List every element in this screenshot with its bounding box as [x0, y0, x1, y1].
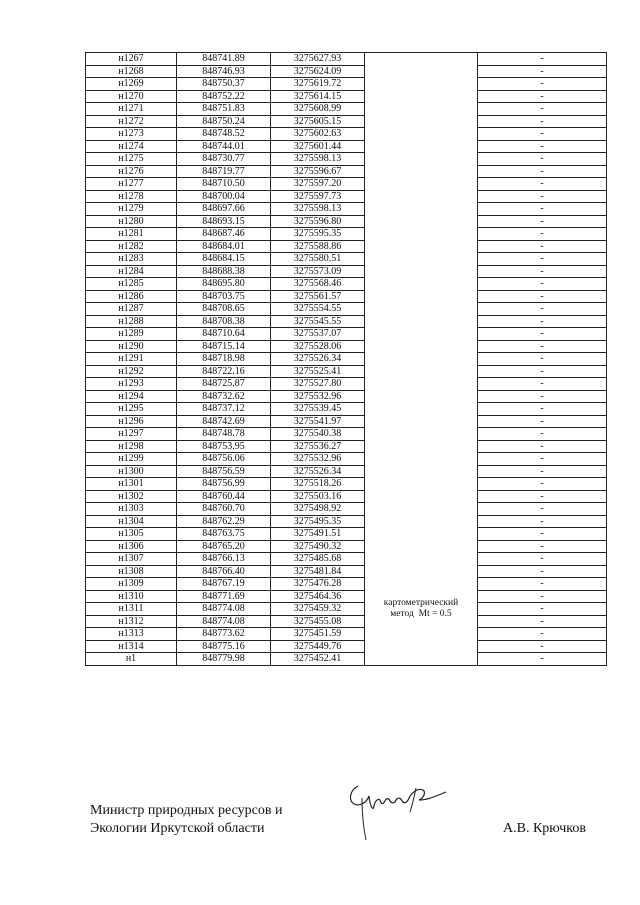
x-coordinate-cell: 848773.62: [177, 628, 271, 641]
y-coordinate-cell: 3275573.09: [271, 265, 365, 278]
point-cell: н1286: [86, 290, 177, 303]
accuracy-cell: -: [478, 153, 607, 166]
x-coordinate-cell: 848700.04: [177, 190, 271, 203]
accuracy-cell: -: [478, 490, 607, 503]
point-cell: н1303: [86, 503, 177, 516]
point-cell: н1274: [86, 140, 177, 153]
table-row: [86, 365, 607, 378]
x-coordinate-cell: 848708.38: [177, 315, 271, 328]
x-coordinate-cell: 848779.98: [177, 653, 271, 666]
point-cell: н1285: [86, 278, 177, 291]
point-cell: н1269: [86, 78, 177, 91]
y-coordinate-cell: 3275532.96: [271, 453, 365, 466]
y-coordinate-cell: 3275539.45: [271, 403, 365, 416]
x-coordinate-cell: 848688.38: [177, 265, 271, 278]
table-row: [86, 565, 607, 578]
x-coordinate-cell: 848760.44: [177, 490, 271, 503]
x-coordinate-cell: 848752.22: [177, 90, 271, 103]
table-row: [86, 265, 607, 278]
position-line-1: Министр природных ресурсов и: [90, 803, 283, 818]
y-coordinate-cell: 3275541.97: [271, 415, 365, 428]
accuracy-cell: -: [478, 53, 607, 66]
y-coordinate-cell: 3275526.34: [271, 465, 365, 478]
x-coordinate-cell: 848774.08: [177, 615, 271, 628]
point-cell: н1314: [86, 640, 177, 653]
x-coordinate-cell: 848719.77: [177, 165, 271, 178]
point-cell: н1281: [86, 228, 177, 241]
accuracy-cell: -: [478, 428, 607, 441]
accuracy-cell: -: [478, 140, 607, 153]
accuracy-cell: -: [478, 365, 607, 378]
x-coordinate-cell: 848710.50: [177, 178, 271, 191]
accuracy-cell: -: [478, 65, 607, 78]
x-coordinate-cell: 848710.64: [177, 328, 271, 341]
y-coordinate-cell: 3275518.26: [271, 478, 365, 491]
accuracy-cell: -: [478, 515, 607, 528]
table-row: [86, 353, 607, 366]
y-coordinate-cell: 3275568.46: [271, 278, 365, 291]
coordinates-table: [85, 52, 607, 666]
point-cell: н1309: [86, 578, 177, 591]
table-row: [86, 415, 607, 428]
point-cell: н1304: [86, 515, 177, 528]
y-coordinate-cell: 3275588.86: [271, 240, 365, 253]
y-coordinate-cell: 3275595.35: [271, 228, 365, 241]
y-coordinate-cell: 3275455.08: [271, 615, 365, 628]
x-coordinate-cell: 848744.01: [177, 140, 271, 153]
point-cell: н1287: [86, 303, 177, 316]
point-cell: н1300: [86, 465, 177, 478]
x-coordinate-cell: 848771.69: [177, 590, 271, 603]
table-row: [86, 328, 607, 341]
table-row: [86, 378, 607, 391]
point-cell: н1308: [86, 565, 177, 578]
point-cell: н1288: [86, 315, 177, 328]
point-cell: н1307: [86, 553, 177, 566]
y-coordinate-cell: 3275554.55: [271, 303, 365, 316]
y-coordinate-cell: 3275605.15: [271, 115, 365, 128]
table-row: [86, 390, 607, 403]
signatory-name: А.В. Крючков: [503, 821, 586, 836]
y-coordinate-cell: 3275602.63: [271, 128, 365, 141]
table-row: [86, 515, 607, 528]
point-cell: н1272: [86, 115, 177, 128]
table-row: [86, 490, 607, 503]
x-coordinate-cell: 848748.78: [177, 428, 271, 441]
point-cell: н1291: [86, 353, 177, 366]
point-cell: н1312: [86, 615, 177, 628]
y-coordinate-cell: 3275498.92: [271, 503, 365, 516]
y-coordinate-cell: 3275619.72: [271, 78, 365, 91]
accuracy-cell: -: [478, 528, 607, 541]
x-coordinate-cell: 848718.98: [177, 353, 271, 366]
point-cell: н1298: [86, 440, 177, 453]
accuracy-cell: -: [478, 628, 607, 641]
x-coordinate-cell: 848732.62: [177, 390, 271, 403]
table-row: [86, 253, 607, 266]
point-cell: н1284: [86, 265, 177, 278]
table-row: [86, 178, 607, 191]
point-cell: н1294: [86, 390, 177, 403]
x-coordinate-cell: 848684.15: [177, 253, 271, 266]
y-coordinate-cell: 3275532.96: [271, 390, 365, 403]
table-row: [86, 465, 607, 478]
accuracy-cell: -: [478, 465, 607, 478]
x-coordinate-cell: 848765.20: [177, 540, 271, 553]
accuracy-cell: -: [478, 278, 607, 291]
table-row: [86, 65, 607, 78]
accuracy-cell: -: [478, 640, 607, 653]
x-coordinate-cell: 848748.52: [177, 128, 271, 141]
accuracy-cell: -: [478, 265, 607, 278]
signatory-position: [90, 802, 282, 838]
point-cell: н1277: [86, 178, 177, 191]
method-cell: [365, 53, 478, 666]
x-coordinate-cell: 848737.12: [177, 403, 271, 416]
table-row: [86, 128, 607, 141]
y-coordinate-cell: 3275624.09: [271, 65, 365, 78]
point-cell: н1267: [86, 53, 177, 66]
y-coordinate-cell: 3275614.15: [271, 90, 365, 103]
accuracy-cell: -: [478, 590, 607, 603]
x-coordinate-cell: 848695.80: [177, 278, 271, 291]
table-row: [86, 553, 607, 566]
y-coordinate-cell: 3275495.35: [271, 515, 365, 528]
y-coordinate-cell: 3275485.68: [271, 553, 365, 566]
x-coordinate-cell: 848750.24: [177, 115, 271, 128]
point-cell: н1310: [86, 590, 177, 603]
table-row: [86, 115, 607, 128]
x-coordinate-cell: 848697.66: [177, 203, 271, 216]
y-coordinate-cell: 3275491.51: [271, 528, 365, 541]
x-coordinate-cell: 848722.16: [177, 365, 271, 378]
accuracy-cell: -: [478, 315, 607, 328]
x-coordinate-cell: 848730.77: [177, 153, 271, 166]
accuracy-cell: -: [478, 165, 607, 178]
table-row: [86, 78, 607, 91]
accuracy-cell: -: [478, 478, 607, 491]
point-cell: н1293: [86, 378, 177, 391]
accuracy-cell: -: [478, 403, 607, 416]
x-coordinate-cell: 848766.40: [177, 565, 271, 578]
accuracy-cell: -: [478, 328, 607, 341]
accuracy-cell: -: [478, 178, 607, 191]
accuracy-cell: -: [478, 378, 607, 391]
y-coordinate-cell: 3275449.76: [271, 640, 365, 653]
y-coordinate-cell: 3275598.13: [271, 203, 365, 216]
table-row: [86, 503, 607, 516]
table-row: [86, 103, 607, 116]
x-coordinate-cell: 848775.16: [177, 640, 271, 653]
point-cell: н1313: [86, 628, 177, 641]
table-row: [86, 453, 607, 466]
y-coordinate-cell: 3275452.41: [271, 653, 365, 666]
table-row: [86, 578, 607, 591]
y-coordinate-cell: 3275459.32: [271, 603, 365, 616]
y-coordinate-cell: 3275525.41: [271, 365, 365, 378]
y-coordinate-cell: 3275598.13: [271, 153, 365, 166]
x-coordinate-cell: 848725.87: [177, 378, 271, 391]
accuracy-cell: -: [478, 453, 607, 466]
table-row: [86, 215, 607, 228]
x-coordinate-cell: 848741.89: [177, 53, 271, 66]
y-coordinate-cell: 3275528.06: [271, 340, 365, 353]
accuracy-cell: -: [478, 303, 607, 316]
x-coordinate-cell: 848760.70: [177, 503, 271, 516]
y-coordinate-cell: 3275596.80: [271, 215, 365, 228]
accuracy-cell: -: [478, 253, 607, 266]
table-row: [86, 190, 607, 203]
point-cell: н1271: [86, 103, 177, 116]
point-cell: н1306: [86, 540, 177, 553]
table-row: [86, 90, 607, 103]
table-row: [86, 590, 607, 603]
point-cell: н1295: [86, 403, 177, 416]
y-coordinate-cell: 3275490.32: [271, 540, 365, 553]
x-coordinate-cell: 848751.83: [177, 103, 271, 116]
x-coordinate-cell: 848746.93: [177, 65, 271, 78]
table-row: [86, 428, 607, 441]
point-cell: н1302: [86, 490, 177, 503]
accuracy-cell: -: [478, 653, 607, 666]
accuracy-cell: -: [478, 503, 607, 516]
y-coordinate-cell: 3275597.73: [271, 190, 365, 203]
y-coordinate-cell: 3275464.36: [271, 590, 365, 603]
accuracy-cell: -: [478, 340, 607, 353]
y-coordinate-cell: 3275627.93: [271, 53, 365, 66]
table-row: [86, 315, 607, 328]
y-coordinate-cell: 3275597.20: [271, 178, 365, 191]
table-row: [86, 140, 607, 153]
point-cell: н1301: [86, 478, 177, 491]
accuracy-cell: -: [478, 390, 607, 403]
accuracy-cell: -: [478, 415, 607, 428]
y-coordinate-cell: 3275540.38: [271, 428, 365, 441]
method-line-1: картометрический: [383, 597, 459, 608]
table-row: [86, 540, 607, 553]
y-coordinate-cell: 3275481.84: [271, 565, 365, 578]
point-cell: н1276: [86, 165, 177, 178]
x-coordinate-cell: 848756.59: [177, 465, 271, 478]
point-cell: н1290: [86, 340, 177, 353]
table-row: [86, 228, 607, 241]
accuracy-cell: -: [478, 128, 607, 141]
table-row: [86, 615, 607, 628]
table-row: [86, 628, 607, 641]
accuracy-cell: -: [478, 103, 607, 116]
point-cell: н1305: [86, 528, 177, 541]
x-coordinate-cell: 848767.19: [177, 578, 271, 591]
table-row: [86, 640, 607, 653]
accuracy-cell: -: [478, 353, 607, 366]
accuracy-cell: -: [478, 290, 607, 303]
x-coordinate-cell: 848693.15: [177, 215, 271, 228]
y-coordinate-cell: 3275596.67: [271, 165, 365, 178]
table-row: [86, 653, 607, 666]
y-coordinate-cell: 3275536.27: [271, 440, 365, 453]
method-line-2: метод Mt = 0.5: [390, 608, 452, 619]
x-coordinate-cell: 848762.29: [177, 515, 271, 528]
accuracy-cell: -: [478, 615, 607, 628]
y-coordinate-cell: 3275451.59: [271, 628, 365, 641]
accuracy-cell: -: [478, 440, 607, 453]
position-line-2: Экологии Иркутской области: [90, 821, 265, 836]
coordinates-table-body: [86, 53, 607, 666]
y-coordinate-cell: 3275537.07: [271, 328, 365, 341]
x-coordinate-cell: 848766.13: [177, 553, 271, 566]
y-coordinate-cell: 3275608.99: [271, 103, 365, 116]
point-cell: н1283: [86, 253, 177, 266]
x-coordinate-cell: 848753.95: [177, 440, 271, 453]
handwritten-signature: [340, 776, 450, 846]
x-coordinate-cell: 848708.65: [177, 303, 271, 316]
point-cell: н1: [86, 653, 177, 666]
accuracy-cell: -: [478, 90, 607, 103]
y-coordinate-cell: 3275545.55: [271, 315, 365, 328]
point-cell: н1270: [86, 90, 177, 103]
point-cell: н1289: [86, 328, 177, 341]
point-cell: н1299: [86, 453, 177, 466]
point-cell: н1311: [86, 603, 177, 616]
table-row: [86, 153, 607, 166]
table-row: [86, 53, 607, 66]
x-coordinate-cell: 848763.75: [177, 528, 271, 541]
x-coordinate-cell: 848756.06: [177, 453, 271, 466]
point-cell: н1278: [86, 190, 177, 203]
x-coordinate-cell: 848684.01: [177, 240, 271, 253]
y-coordinate-cell: 3275601.44: [271, 140, 365, 153]
accuracy-cell: -: [478, 115, 607, 128]
y-coordinate-cell: 3275526.34: [271, 353, 365, 366]
table-row: [86, 528, 607, 541]
table-row: [86, 290, 607, 303]
x-coordinate-cell: 848756.99: [177, 478, 271, 491]
y-coordinate-cell: 3275580.51: [271, 253, 365, 266]
accuracy-cell: -: [478, 203, 607, 216]
y-coordinate-cell: 3275527.80: [271, 378, 365, 391]
point-cell: н1297: [86, 428, 177, 441]
y-coordinate-cell: 3275503.16: [271, 490, 365, 503]
table-row: [86, 340, 607, 353]
table-row: [86, 303, 607, 316]
table-row: [86, 240, 607, 253]
accuracy-cell: -: [478, 553, 607, 566]
accuracy-cell: -: [478, 215, 607, 228]
point-cell: н1268: [86, 65, 177, 78]
y-coordinate-cell: 3275476.28: [271, 578, 365, 591]
y-coordinate-cell: 3275561.57: [271, 290, 365, 303]
table-row: [86, 403, 607, 416]
point-cell: н1279: [86, 203, 177, 216]
point-cell: н1296: [86, 415, 177, 428]
accuracy-cell: -: [478, 190, 607, 203]
table-row: [86, 478, 607, 491]
x-coordinate-cell: 848703.75: [177, 290, 271, 303]
accuracy-cell: -: [478, 78, 607, 91]
point-cell: н1275: [86, 153, 177, 166]
accuracy-cell: -: [478, 578, 607, 591]
x-coordinate-cell: 848750.37: [177, 78, 271, 91]
accuracy-cell: -: [478, 565, 607, 578]
point-cell: н1273: [86, 128, 177, 141]
table-row: [86, 278, 607, 291]
table-row: [86, 203, 607, 216]
point-cell: н1282: [86, 240, 177, 253]
x-coordinate-cell: 848774.08: [177, 603, 271, 616]
accuracy-cell: -: [478, 240, 607, 253]
table-row: [86, 603, 607, 616]
point-cell: н1280: [86, 215, 177, 228]
table-row: [86, 440, 607, 453]
x-coordinate-cell: 848687.46: [177, 228, 271, 241]
x-coordinate-cell: 848715.14: [177, 340, 271, 353]
accuracy-cell: -: [478, 228, 607, 241]
accuracy-cell: -: [478, 540, 607, 553]
x-coordinate-cell: 848742.69: [177, 415, 271, 428]
accuracy-cell: -: [478, 603, 607, 616]
table-row: [86, 165, 607, 178]
point-cell: н1292: [86, 365, 177, 378]
